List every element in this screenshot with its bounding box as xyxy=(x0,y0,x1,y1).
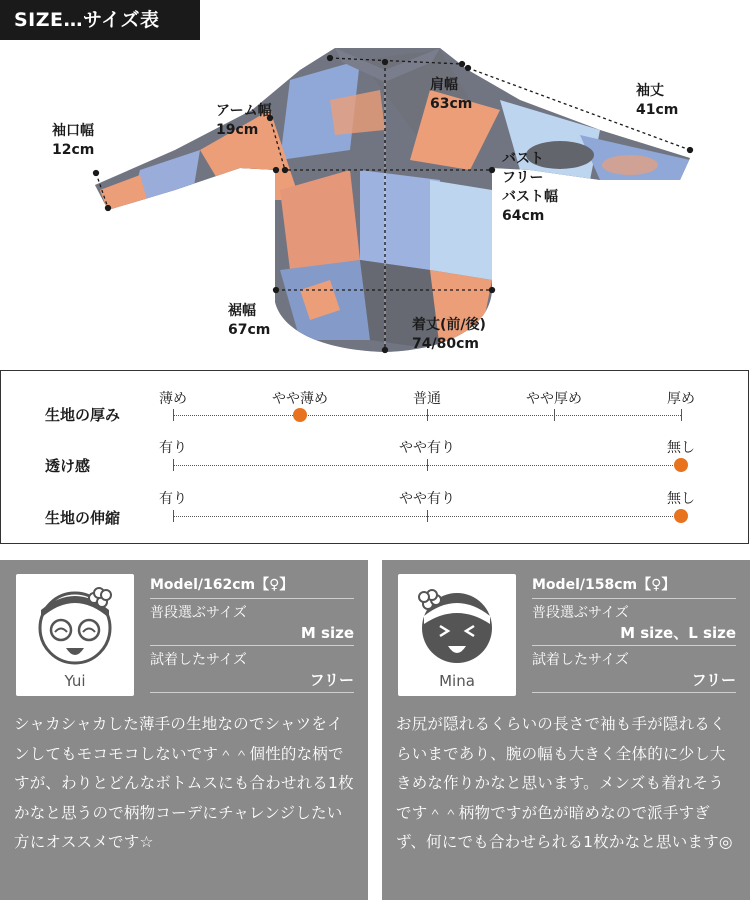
stretch-tick-label: 有り xyxy=(159,491,187,507)
transparency-tick-label: 有り xyxy=(159,440,187,456)
avatar xyxy=(16,574,134,696)
thickness-tick xyxy=(554,409,555,421)
transparency-label: 透け感 xyxy=(45,457,91,475)
thickness-tick-label: やや厚め xyxy=(526,391,582,407)
thickness-marker xyxy=(293,408,307,422)
model-height: Model/162cm【♀】 xyxy=(150,574,354,599)
usual-size-row xyxy=(532,599,736,646)
usual-size-row xyxy=(150,599,354,646)
thickness-tick-label: 普通 xyxy=(413,391,441,407)
stretch-marker xyxy=(674,509,688,523)
model-card-mina xyxy=(382,560,750,900)
thickness-tick-label: やや薄め xyxy=(272,391,328,407)
tried-size-row xyxy=(532,646,736,693)
thickness-tick xyxy=(173,409,174,421)
avatar-name: Mina xyxy=(439,672,475,690)
stretch-label: 生地の伸縮 xyxy=(45,509,121,527)
thickness-tick xyxy=(427,409,428,421)
transparency-tick-label: やや有り xyxy=(399,440,455,456)
avatar xyxy=(398,574,516,696)
shirt-diagram xyxy=(0,40,750,365)
usual-size-value: M size xyxy=(300,624,354,642)
length-label: 着丈(前/後) 74/80cm xyxy=(412,317,486,352)
thickness-tick-label: 厚め xyxy=(667,391,695,407)
thickness-tick xyxy=(681,409,682,421)
sleeve-length-label: 袖丈 41cm xyxy=(636,83,679,118)
tried-size-value: フリー xyxy=(691,671,736,689)
tried-size-row xyxy=(150,646,354,693)
model-info xyxy=(532,574,736,693)
model-card-yui xyxy=(0,560,368,900)
tried-size-key: 試着したサイズ xyxy=(532,652,629,668)
stretch-tick xyxy=(173,510,174,522)
mina-face-icon xyxy=(398,574,516,674)
model-comment: シャカシャカした薄手の生地なのでシャツをインしてもモコモコしないです＾＾個性的な柄ですが、わりとどんなボトムスにも合わせれる1枚かなと思うので柄物コーデにチャレンジしたい方にオススメです☆ xyxy=(14,715,354,851)
model-height: Model/158cm【♀】 xyxy=(532,574,736,599)
model-comment: お尻が隠れるくらいの長さで袖も手が隠れるくらいまであり、腕の幅も大きく全体的に少し大きめな作りかなと思います。メンズも着れそうです＾＾柄物ですが色が暗めなので派手すぎず、何にでも合わせられる1枚かなと思います◎ xyxy=(396,715,733,851)
hem-width-label: 裾幅 67cm xyxy=(228,303,271,338)
stretch-tick-label: やや有り xyxy=(399,491,455,507)
stretch-tick xyxy=(427,510,428,522)
fabric-properties-panel xyxy=(0,370,749,544)
transparency-tick-label: 無し xyxy=(667,440,695,456)
thickness-tick-label: 薄め xyxy=(159,391,187,407)
usual-size-key: 普段選ぶサイズ xyxy=(150,605,247,621)
bust-width-label: バスト フリー バスト幅 64cm xyxy=(502,151,558,224)
stretch-tick-label: 無し xyxy=(667,491,695,507)
size-chart-title: SIZE…サイズ表 xyxy=(0,0,200,40)
shoulder-width-label: 肩幅 63cm xyxy=(430,77,473,112)
arm-width-label: アーム幅 19cm xyxy=(216,103,272,138)
yui-face-icon xyxy=(16,574,134,674)
fabric-thickness-label: 生地の厚み xyxy=(45,406,121,424)
usual-size-key: 普段選ぶサイズ xyxy=(532,605,629,621)
transparency-tick xyxy=(173,459,174,471)
model-info xyxy=(150,574,354,693)
usual-size-value: M size、L size xyxy=(620,624,736,642)
tried-size-value: フリー xyxy=(309,671,354,689)
transparency-tick xyxy=(427,459,428,471)
tried-size-key: 試着したサイズ xyxy=(150,652,247,668)
transparency-marker xyxy=(674,458,688,472)
avatar-name: Yui xyxy=(64,672,86,690)
cuff-width-label: 袖口幅 12cm xyxy=(52,123,95,158)
